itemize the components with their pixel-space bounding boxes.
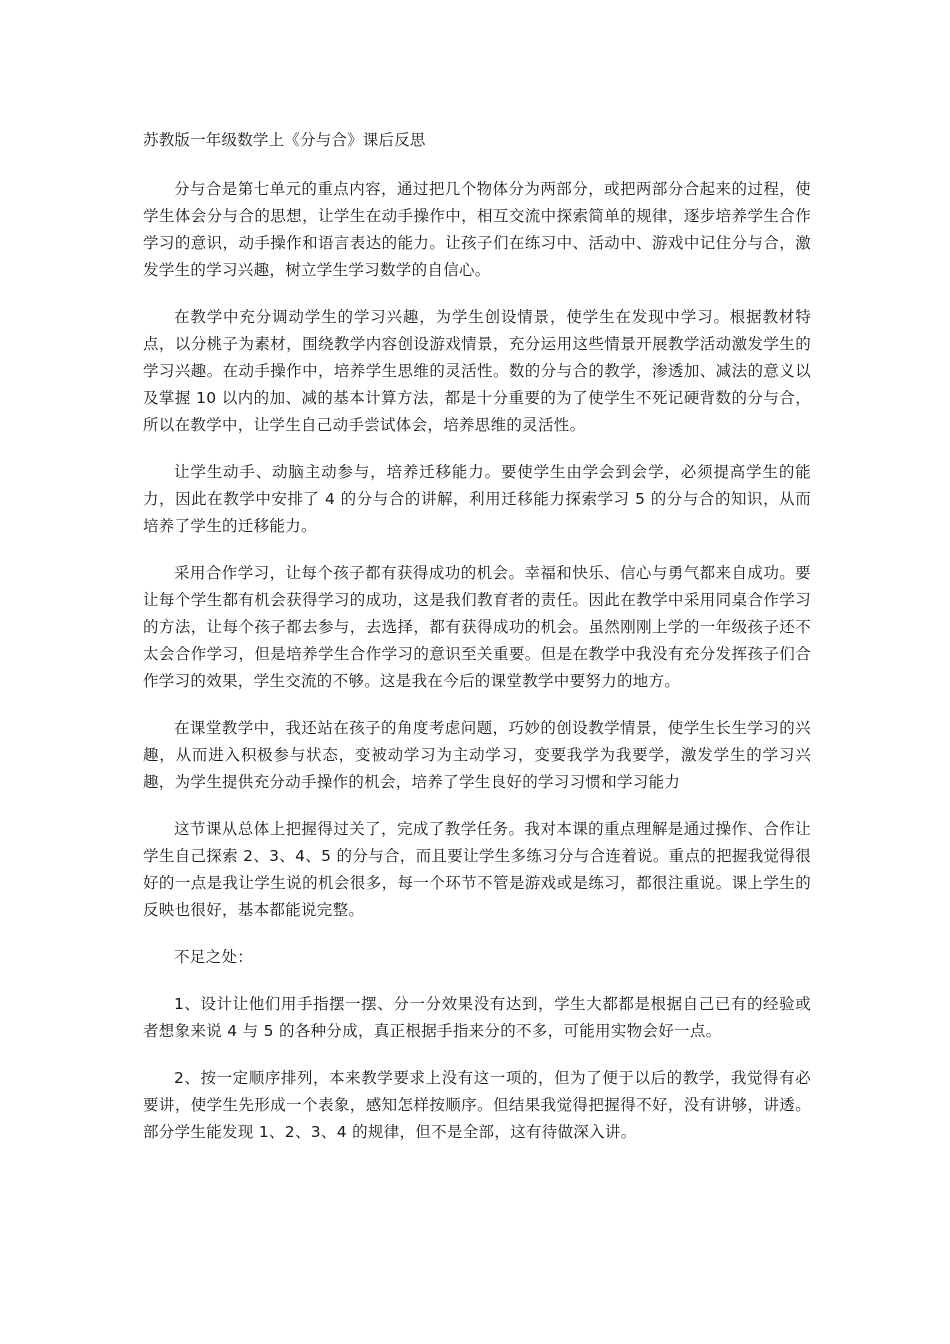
- paragraph-transfer: 让学生动手、动脑主动参与，培养迁移能力。要使学生由学会到会学，必须提高学生的能力，因此在教学中安排了 4 的分与合的讲解，利用迁移能力探索学习 5 的分与合的知识，从而培养了学生的迁移能力。: [143, 463, 811, 535]
- paragraph-classroom: 在课堂教学中，我还站在孩子的角度考虑问题，巧妙的创设教学情景，使学生长生学习的兴趣，从而进入积极参与状态，变被动学习为主动学习，变要我学为我要学，激发学生的学习兴趣，为学生提供充分动手操作的机会，培养了学生良好的学习习惯和学习能力: [143, 719, 811, 791]
- paragraph-cooperation: 采用合作学习，让每个孩子都有获得成功的机会。幸福和快乐、信心与勇气都来自成功。要让每个学生都有机会获得学习的成功，这是我们教育者的责任。因此在教学中采用同桌合作学习的方法，让每个孩子都去参与，去选择，都有获得成功的机会。虽然刚刚上学的一年级孩子还不太会合作学习，但是培养学生合作学习的意识至关重要。但是在教学中我没有充分发挥孩子们合作学习的效果，学生交流的不够。这是我在今后的课堂教学中要努力的地方。: [143, 564, 811, 690]
- paragraph-shortcomings-heading: 不足之处：: [174, 948, 254, 966]
- document-page: [143, 128, 811, 1166]
- paragraph-shortcoming-2: 2、按一定顺序排列，本来教学要求上没有这一项的，但为了便于以后的教学，我觉得有必要讲，使学生先形成一个表象，感知怎样按顺序。但结果我觉得把握得不好，没有讲够，讲透。部分学生能发现 1、2、3、4 的规律，但不是全部，这有待做深入讲。: [143, 1069, 811, 1141]
- paragraph-summary: 这节课从总体上把握得过关了，完成了教学任务。我对本课的重点理解是通过操作、合作让学生自己探索 2、3、4、5 的分与合，而且要让学生多练习分与合连着说。重点的把握我觉得很好的一点是我让学生说的机会很多，每一个环节不管是游戏或是练习，都很注重说。课上学生的反映也很好，基本都能说完整。: [143, 820, 811, 919]
- paragraph-interest: 在教学中充分调动学生的学习兴趣，为学生创设情景，使学生在发现中学习。根据教材特点，以分桃子为素材，围绕教学内容创设游戏情景，充分运用这些情景开展教学活动激发学生的学习兴趣。在动手操作中，培养学生思维的灵活性。数的分与合的教学，渗透加、减法的意义以及掌握 10 以内的加、减的基本计算方法，都是十分重要的为了使学生不死记硬背数的分与合，所以在教学中，让学生自己动手尝试体会，培养思维的灵活性。: [143, 308, 811, 434]
- document-title: 苏教版一年级数学上《分与合》课后反思: [143, 131, 426, 149]
- paragraph-intro: 分与合是第七单元的重点内容，通过把几个物体分为两部分，或把两部分合起来的过程，使学生体会分与合的思想，让学生在动手操作中，相互交流中探索简单的规律，逐步培养学生合作学习的意识，动手操作和语言表达的能力。让孩子们在练习中、活动中、游戏中记住分与合，激发学生的学习兴趣，树立学生学习数学的自信心。: [143, 180, 811, 279]
- paragraph-shortcoming-1: 1、设计让他们用手指摆一摆、分一分效果没有达到，学生大都都是根据自己已有的经验或者想象来说 4 与 5 的各种分成，真正根据手指来分的不多，可能用实物会好一点。: [143, 995, 811, 1040]
